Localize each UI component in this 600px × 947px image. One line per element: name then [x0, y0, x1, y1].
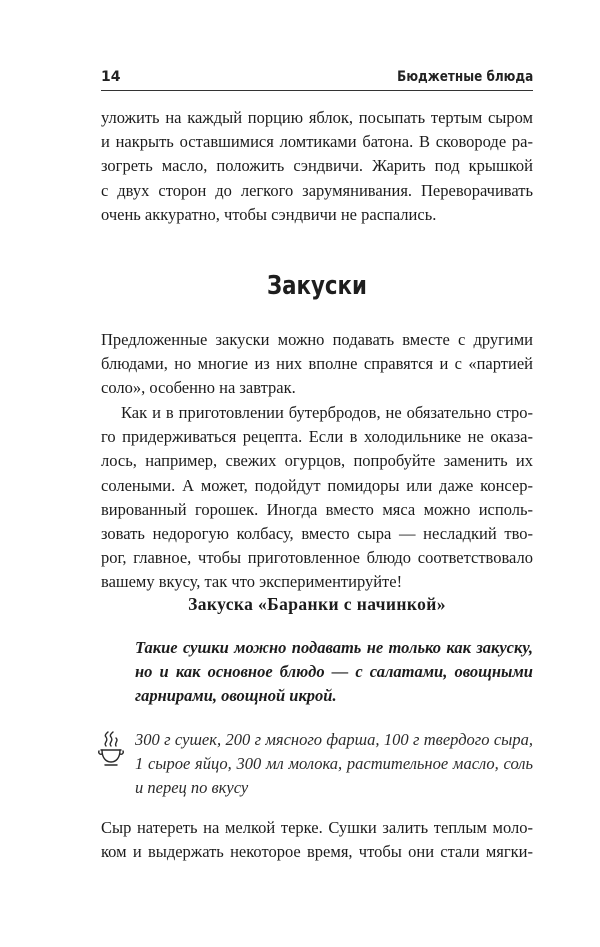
section-paragraph-2 [101, 401, 533, 595]
text-line: но и как основное блюдо — с салатами, овощными [135, 662, 533, 682]
text-line: зогреть масло, положить сэндвичи. Жарить под крышкой [101, 156, 533, 176]
text-line: вированный горошек. Иногда вместо мяса можно исполь- [101, 499, 533, 519]
section-paragraph-1 [101, 328, 533, 401]
section-title: Закуски [267, 271, 367, 301]
recipe-lead [135, 636, 533, 709]
text-line: 1 сырое яйцо, 300 мл молока, растительное масло, соль [135, 754, 533, 774]
steaming-pot-icon [97, 731, 125, 767]
running-header [101, 68, 533, 90]
page-number: 14 [101, 69, 121, 85]
text-line: очень аккуратно, чтобы сэндвичи не распались. [101, 204, 437, 224]
text-line: Как и в приготовлении бутербродов, не обязательно стро- [121, 403, 533, 422]
text-line: соло», особенно на завтрак. [101, 378, 296, 398]
running-title: Бюджетные блюда [396, 69, 533, 85]
text-line: блюдами, но многие из них вполне справятся и с «партией [101, 354, 533, 374]
text-line: рог, главное, чтобы приготовленное блюдо соответствовало [101, 548, 533, 568]
recipe-method [101, 816, 533, 864]
intro-paragraph [101, 106, 533, 227]
text-line: уложить на каждый порцию яблок, посыпать тертым сыром [101, 108, 533, 127]
text-line: ком и выдержать некоторое время, чтобы они стали мягки- [101, 842, 533, 862]
header-rule [101, 90, 533, 91]
text-line: солеными. А может, подойдут помидоры или даже консер- [101, 475, 533, 495]
text-line: с двух сторон до легкого зарумянивания. Переворачивать [101, 180, 533, 200]
text-line: Такие сушки можно подавать не только как закуску, [135, 638, 533, 657]
recipe-title: Закуска «Баранки с начинкой» [188, 594, 446, 614]
text-line: и перец по вкусу [135, 778, 249, 798]
text-line: зовать недорогую колбасу, вместо сыра — несладкий тво- [101, 524, 533, 544]
text-line: и накрыть оставшимися ломтиками батона. В сковороде ра- [101, 132, 533, 152]
ingredients-list [135, 728, 533, 801]
text-line: 300 г сушек, 200 г мясного фарша, 100 г твердого сыра, [135, 730, 533, 749]
text-line: Предложенные закуски можно подавать вместе с другими [101, 330, 533, 349]
text-line: вашему вкусу, так что экспериментируйте! [101, 572, 403, 592]
text-line: гарнирами, овощной икрой. [135, 686, 337, 706]
text-line: Сыр натереть на мелкой терке. Сушки залить теплым моло- [101, 818, 533, 837]
text-line: го придерживаться рецепта. Если в холодильнике не оказа- [101, 427, 533, 447]
text-line: лось, например, свежих огурцов, попробуйте заменить их [101, 451, 533, 471]
